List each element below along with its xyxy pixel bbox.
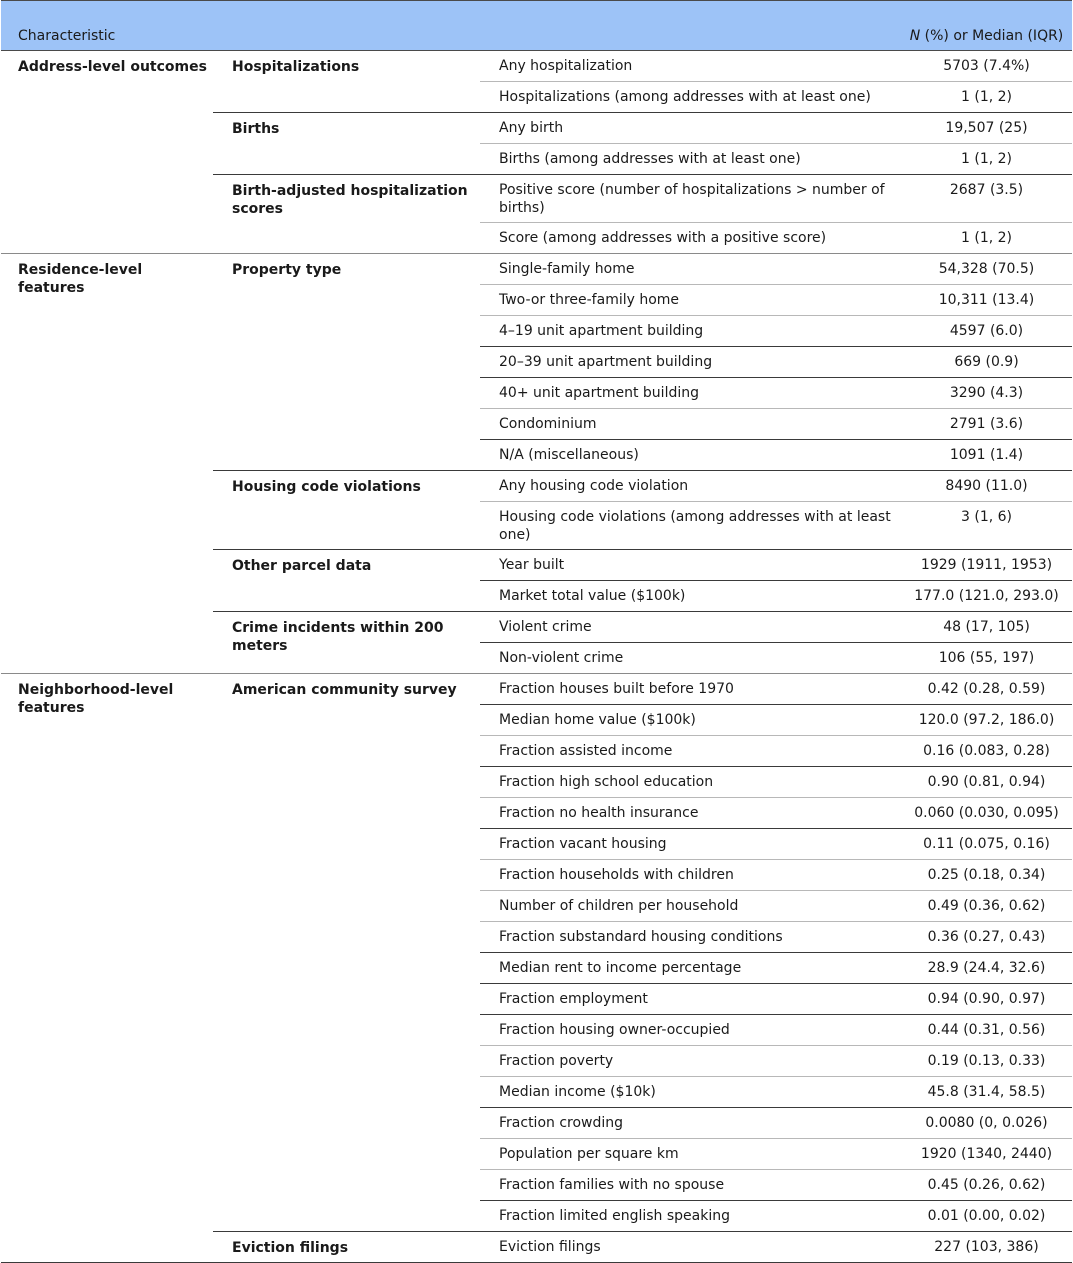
item-label: Median home value ($100k) xyxy=(480,705,901,736)
item-label: Fraction families with no spouse xyxy=(480,1170,901,1201)
item-label: Hospitalizations (among addresses with at least one) xyxy=(480,82,901,113)
item-label: Fraction households with children xyxy=(480,860,901,891)
item-label: 20–39 unit apartment building xyxy=(480,347,901,378)
item-value: 1929 (1911, 1953) xyxy=(901,550,1072,581)
section-label: Address-level outcomes xyxy=(1,51,213,254)
header-value xyxy=(901,1,1072,51)
item-label: Market total value ($100k) xyxy=(480,581,901,612)
item-value: 2791 (3.6) xyxy=(901,409,1072,440)
item-label: Fraction high school education xyxy=(480,767,901,798)
item-label: Fraction assisted income xyxy=(480,736,901,767)
header-value-n: N xyxy=(909,28,921,44)
header-value-rest: (%) or Median (IQR) xyxy=(920,28,1064,44)
item-value: 1 (1, 2) xyxy=(901,82,1072,113)
item-value: 669 (0.9) xyxy=(901,347,1072,378)
table-row xyxy=(1,254,1072,285)
item-label: Single-family home xyxy=(480,254,901,285)
item-value: 5703 (7.4%) xyxy=(901,51,1072,82)
header-characteristic: Characteristic xyxy=(1,1,213,51)
item-value: 4597 (6.0) xyxy=(901,316,1072,347)
header-blank-item xyxy=(480,1,901,51)
group-label: Crime incidents within 200 meters xyxy=(213,612,480,674)
item-value: 0.25 (0.18, 0.34) xyxy=(901,860,1072,891)
group-label: Hospitalizations xyxy=(213,51,480,113)
item-value: 0.01 (0.00, 0.02) xyxy=(901,1201,1072,1232)
item-label: Housing code violations (among addresses with at least one) xyxy=(480,502,901,550)
item-label: Fraction housing owner-occupied xyxy=(480,1015,901,1046)
item-value: 0.19 (0.13, 0.33) xyxy=(901,1046,1072,1077)
item-label: Non-violent crime xyxy=(480,643,901,674)
group-label: American community survey xyxy=(213,674,480,1232)
item-value: 120.0 (97.2, 186.0) xyxy=(901,705,1072,736)
item-label: Median income ($10k) xyxy=(480,1077,901,1108)
item-label: Two-or three-family home xyxy=(480,285,901,316)
item-label: Any housing code violation xyxy=(480,471,901,502)
table-body xyxy=(1,51,1072,1263)
item-label: 40+ unit apartment building xyxy=(480,378,901,409)
item-label: Median rent to income percentage xyxy=(480,953,901,984)
item-label: Fraction employment xyxy=(480,984,901,1015)
item-label: Fraction no health insurance xyxy=(480,798,901,829)
item-value: 0.060 (0.030, 0.095) xyxy=(901,798,1072,829)
item-label: Number of children per household xyxy=(480,891,901,922)
item-value: 0.11 (0.075, 0.16) xyxy=(901,829,1072,860)
header-blank-group xyxy=(213,1,480,51)
item-value: 227 (103, 386) xyxy=(901,1232,1072,1263)
item-value: 2687 (3.5) xyxy=(901,175,1072,223)
group-label: Other parcel data xyxy=(213,550,480,612)
item-value: 1 (1, 2) xyxy=(901,144,1072,175)
item-value: 106 (55, 197) xyxy=(901,643,1072,674)
item-label: Fraction crowding xyxy=(480,1108,901,1139)
table-row xyxy=(1,51,1072,82)
item-label: Year built xyxy=(480,550,901,581)
item-value: 177.0 (121.0, 293.0) xyxy=(901,581,1072,612)
group-label: Births xyxy=(213,113,480,175)
section-label: Residence-level features xyxy=(1,254,213,674)
characteristics-table xyxy=(1,0,1072,1263)
item-label: Fraction poverty xyxy=(480,1046,901,1077)
item-value: 8490 (11.0) xyxy=(901,471,1072,502)
item-label: Any birth xyxy=(480,113,901,144)
group-label: Property type xyxy=(213,254,480,471)
item-value: 0.44 (0.31, 0.56) xyxy=(901,1015,1072,1046)
section-label: Neighborhood-level features xyxy=(1,674,213,1263)
item-label: N/A (miscellaneous) xyxy=(480,440,901,471)
item-value: 3 (1, 6) xyxy=(901,502,1072,550)
group-label: Birth-adjusted hospitalization scores xyxy=(213,175,480,254)
item-value: 0.45 (0.26, 0.62) xyxy=(901,1170,1072,1201)
item-value: 45.8 (31.4, 58.5) xyxy=(901,1077,1072,1108)
item-label: Fraction houses built before 1970 xyxy=(480,674,901,705)
table-row xyxy=(1,674,1072,705)
item-value: 3290 (4.3) xyxy=(901,378,1072,409)
item-label: Condominium xyxy=(480,409,901,440)
item-label: Score (among addresses with a positive score) xyxy=(480,223,901,254)
item-label: Positive score (number of hospitalizations > number of births) xyxy=(480,175,901,223)
item-value: 0.49 (0.36, 0.62) xyxy=(901,891,1072,922)
item-label: Eviction filings xyxy=(480,1232,901,1263)
item-value: 54,328 (70.5) xyxy=(901,254,1072,285)
item-label: Fraction limited english speaking xyxy=(480,1201,901,1232)
item-value: 0.0080 (0, 0.026) xyxy=(901,1108,1072,1139)
item-label: Any hospitalization xyxy=(480,51,901,82)
item-label: Fraction vacant housing xyxy=(480,829,901,860)
item-value: 1920 (1340, 2440) xyxy=(901,1139,1072,1170)
item-label: Births (among addresses with at least one) xyxy=(480,144,901,175)
table-header xyxy=(1,1,1072,51)
item-value: 28.9 (24.4, 32.6) xyxy=(901,953,1072,984)
item-value: 0.36 (0.27, 0.43) xyxy=(901,922,1072,953)
item-value: 10,311 (13.4) xyxy=(901,285,1072,316)
item-value: 48 (17, 105) xyxy=(901,612,1072,643)
group-label: Housing code violations xyxy=(213,471,480,550)
item-value: 0.42 (0.28, 0.59) xyxy=(901,674,1072,705)
item-value: 1 (1, 2) xyxy=(901,223,1072,254)
item-label: Population per square km xyxy=(480,1139,901,1170)
item-label: 4–19 unit apartment building xyxy=(480,316,901,347)
item-value: 0.90 (0.81, 0.94) xyxy=(901,767,1072,798)
item-value: 0.94 (0.90, 0.97) xyxy=(901,984,1072,1015)
item-value: 1091 (1.4) xyxy=(901,440,1072,471)
item-value: 0.16 (0.083, 0.28) xyxy=(901,736,1072,767)
item-label: Violent crime xyxy=(480,612,901,643)
group-label: Eviction filings xyxy=(213,1232,480,1263)
item-label: Fraction substandard housing conditions xyxy=(480,922,901,953)
item-value: 19,507 (25) xyxy=(901,113,1072,144)
